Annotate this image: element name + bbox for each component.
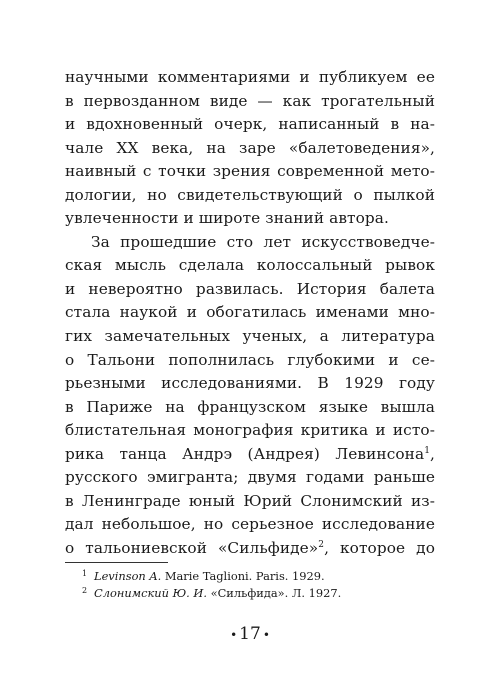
text-line: гих замечательных ученых, а литература	[65, 327, 435, 346]
footnote-2	[65, 585, 435, 602]
footnotes	[65, 562, 435, 601]
text-fragment: , которое до	[324, 538, 435, 557]
text-line: ская мысль сделала колоссальный рывок	[65, 256, 435, 275]
text-line: в Париже на французском языке вышла	[65, 397, 435, 416]
text-line: в Ленинграде юный Юрий Слонимский из-	[65, 491, 435, 510]
text-line: научными комментариями и публикуем ее	[65, 68, 435, 86]
text-line: За прошедшие сто лет искусствоведче-	[91, 232, 435, 251]
text-line-with-ref	[65, 537, 435, 561]
page-number	[0, 623, 500, 646]
text-line: чале XX века, на заре «балетоведения»,	[65, 138, 435, 157]
text-line: дал небольшое, но серьезное исследование	[65, 515, 435, 534]
body-text	[65, 66, 435, 560]
text-line: и вдохновенный очерк, написанный в на-	[65, 115, 435, 134]
text-line: и невероятно развилась. История балета	[65, 279, 435, 298]
footnote-number: 2	[82, 585, 88, 595]
footnote-author: Слонимский Ю. И.	[94, 585, 207, 600]
text-fragment: о тальониевской «Сильфиде»	[65, 538, 319, 557]
text-line: стала наукой и обогатилась именами мно-	[65, 303, 435, 322]
footnote-divider	[65, 562, 168, 563]
folio-dot-icon: •	[262, 627, 270, 642]
footnote-author: Levinson A.	[94, 569, 162, 583]
text-line-with-ref: рика танца Андрэ (Андрея) Левинсона$^1$,	[65, 444, 435, 463]
main-text	[65, 66, 435, 560]
footnote-text: «Сильфида». Л. 1927.	[206, 585, 342, 600]
text-fragment: рика танца Андрэ (Андрея) Левинсона	[65, 444, 425, 463]
footnote-ref-1: 1	[424, 445, 431, 456]
text-line: дологии, но свидетельствующий о пылкой	[65, 185, 435, 204]
text-line: увлеченности и широте знаний автора.	[65, 209, 389, 228]
text-line: о Тальони пополнилась глубокими и се-	[65, 350, 435, 369]
page-number-value: 17	[239, 624, 261, 644]
footnote-ref-2: 2	[318, 539, 325, 550]
footnote-text: Marie Taglioni. Paris. 1929.	[161, 569, 325, 583]
paragraph-2	[65, 231, 435, 561]
folio-dot-icon: •	[230, 627, 238, 642]
text-line: русского эмигранта; двумя годами раньше	[65, 468, 435, 487]
text-line: наивный с точки зрения современной мето-	[65, 162, 435, 181]
text-line: в первозданном виде — как трогательный	[65, 91, 435, 110]
text-line: блистательная монография критика и исто-	[65, 421, 435, 440]
footnote-number: 1	[82, 569, 88, 578]
paragraph-1	[65, 66, 435, 231]
text-line: рьезными исследованиями. В 1929 году	[65, 374, 435, 393]
footnote-1	[65, 568, 435, 585]
